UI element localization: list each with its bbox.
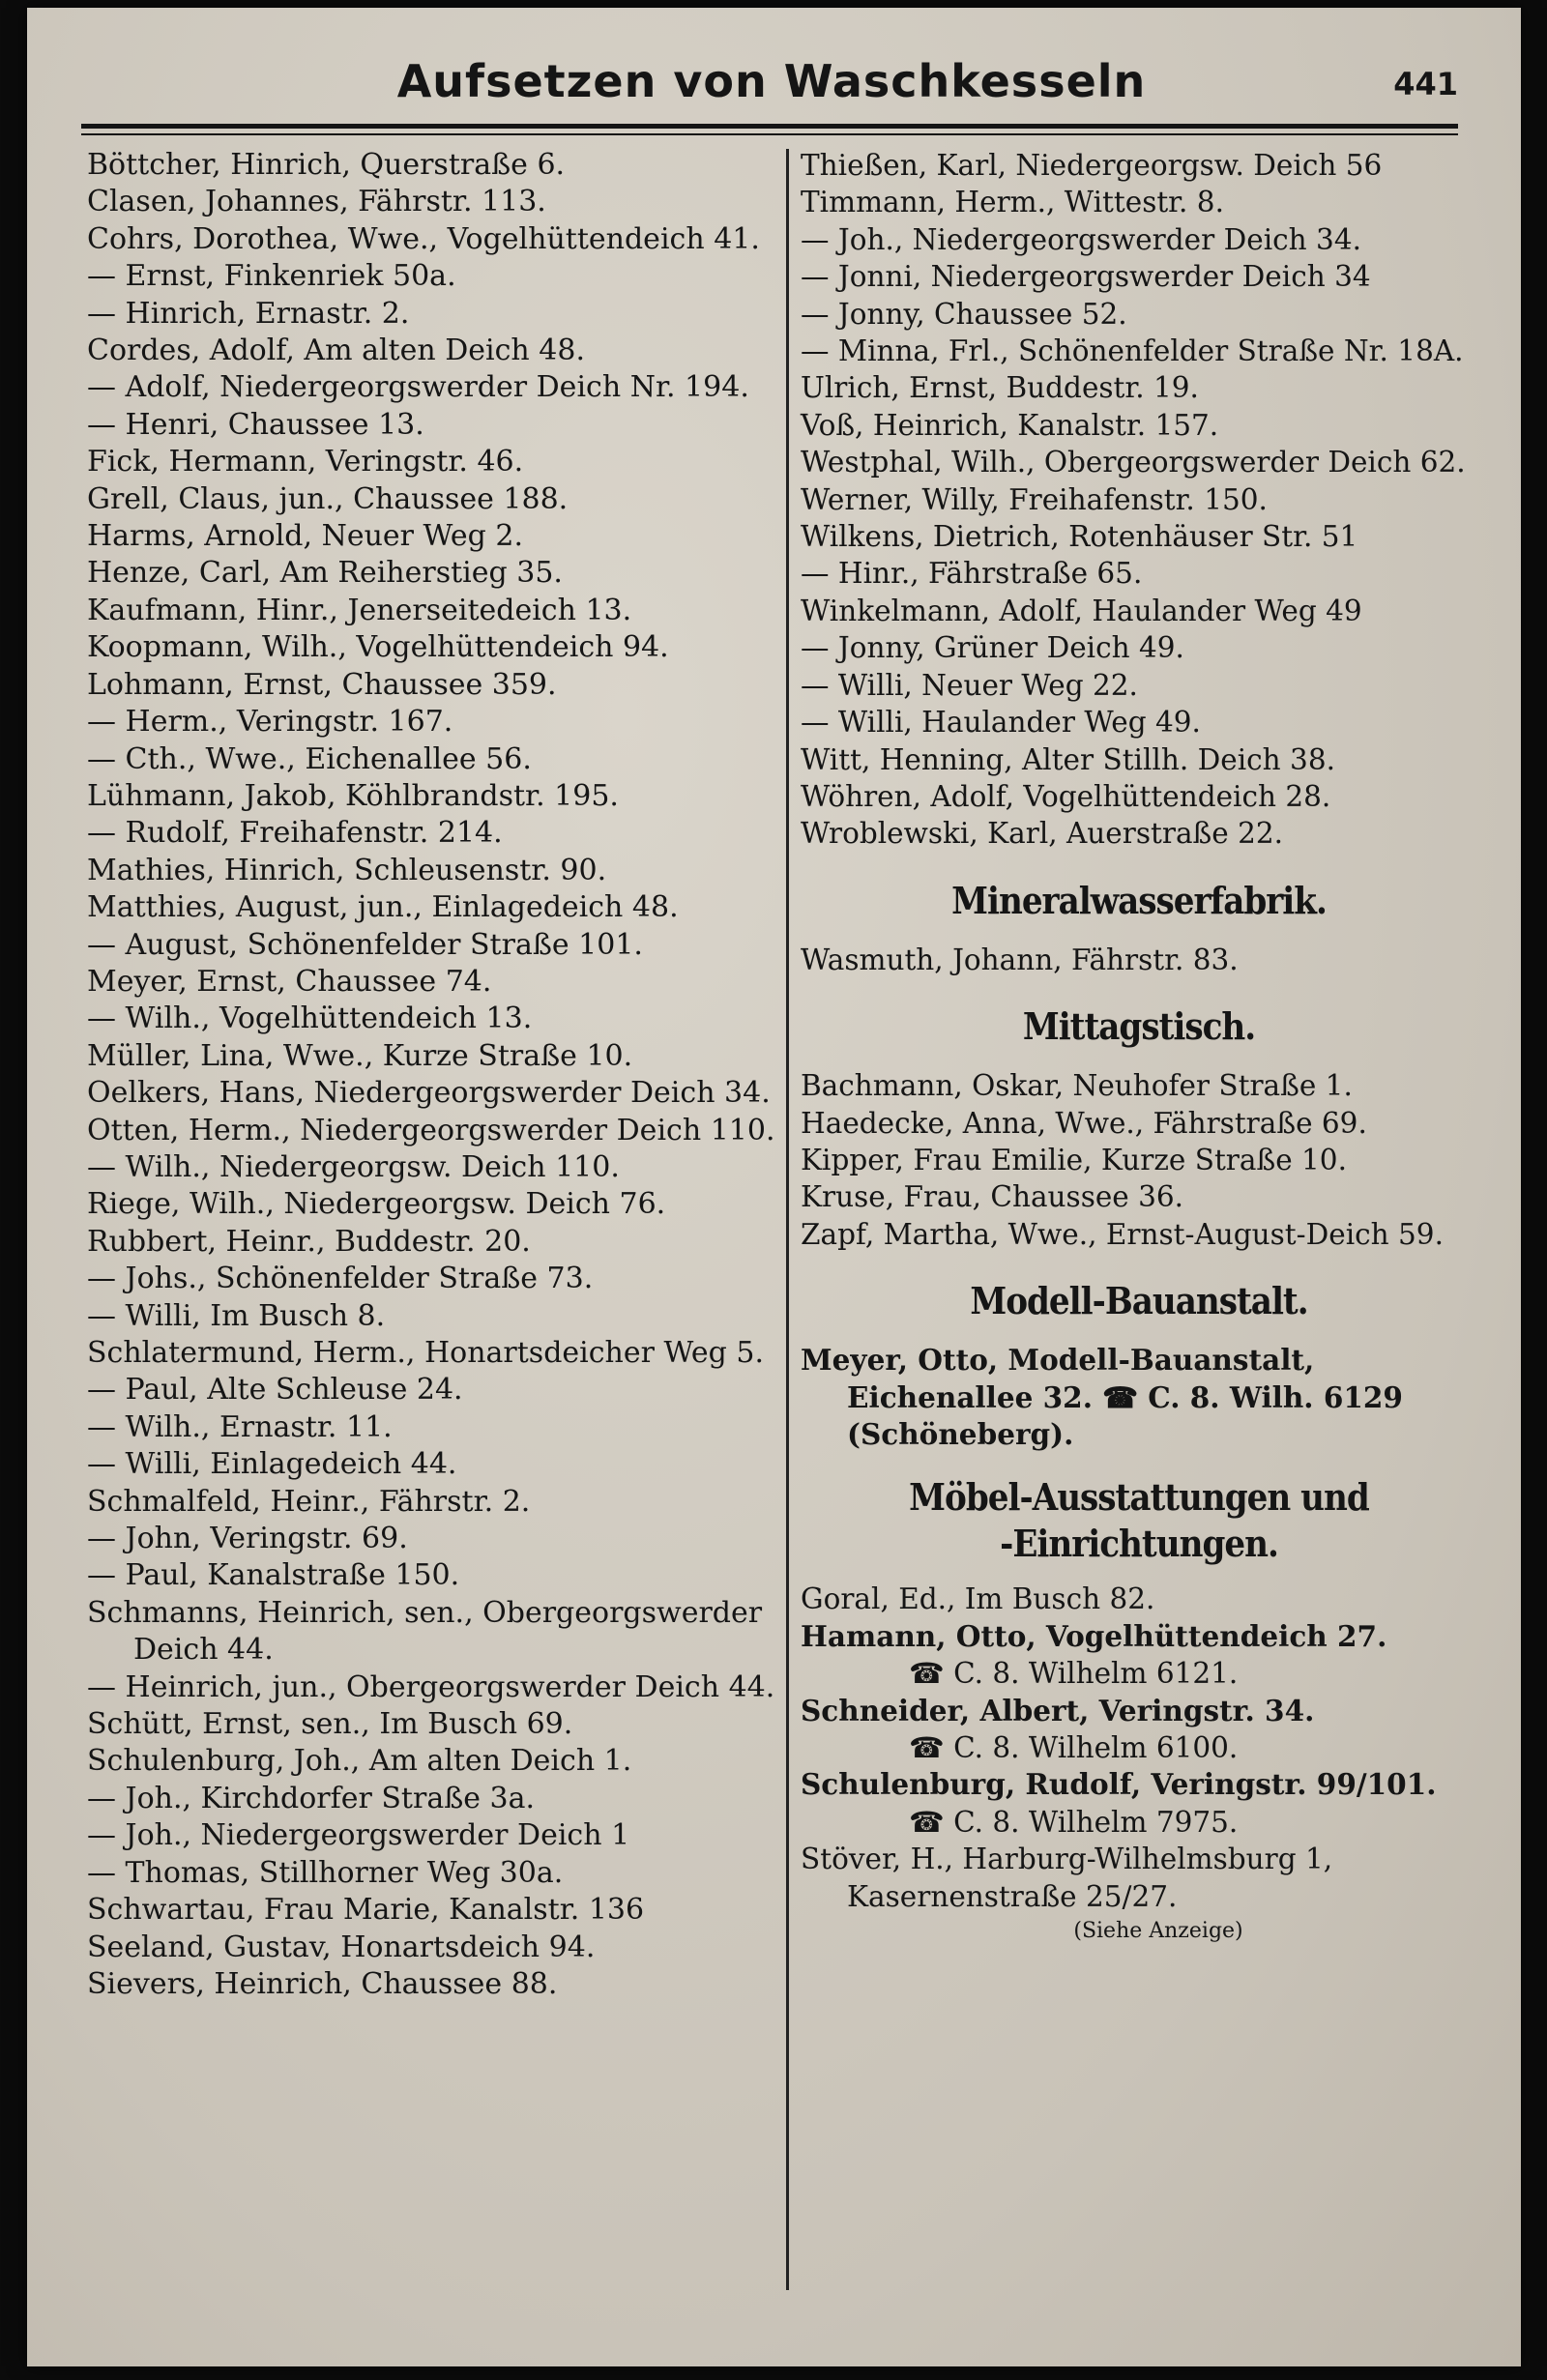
list-item: — Minna, Frl., Schönenfelder Straße Nr. 18A. <box>801 334 1464 368</box>
list-item: Witt, Henning, Alter Stillh. Deich 38. <box>801 742 1335 776</box>
section-heading-mittagstisch: Mittagstisch. <box>1022 1004 1256 1049</box>
list-item: Sievers, Heinrich, Chaussee 88. <box>87 1966 558 2001</box>
column-divider <box>786 149 789 2290</box>
list-item: — Wilh., Ernastr. 11. <box>87 1409 393 1444</box>
section-heading-moebel <box>801 1474 1477 1567</box>
list-item: Meyer, Otto, Modell-Bauanstalt, Eichenallee 32. ☎ C. 8. Wilh. 6129 (Schöneberg). <box>801 1343 1403 1451</box>
list-item: — Cth., Wwe., Eichenallee 56. <box>87 741 532 776</box>
list-item: — Paul, Alte Schleuse 24. <box>87 1373 463 1408</box>
list-item: Mathies, Hinrich, Schleusenstr. 90. <box>87 853 607 887</box>
list-item: Böttcher, Hinrich, Querstraße 6. <box>87 148 566 182</box>
list-item: Schmanns, Heinrich, sen., Obergeorgswerder Deich 44. <box>87 1595 763 1668</box>
list-item: Matthies, August, jun., Einlagedeich 48. <box>87 890 679 925</box>
list-item: Ulrich, Ernst, Buddestr. 19. <box>801 371 1199 405</box>
list-item: Hamann, Otto, Vogelhüttendeich 27. <box>801 1618 1387 1653</box>
list-item: — Jonni, Niedergeorgswerder Deich 34 <box>801 260 1371 294</box>
list-item: — Rudolf, Freihafenstr. 214. <box>87 816 503 851</box>
list-item: Schütt, Ernst, sen., Im Busch 69. <box>87 1707 573 1742</box>
list-item: Seeland, Gustav, Honartsdeich 94. <box>87 1930 596 1964</box>
list-item: Goral, Ed., Im Busch 82. <box>801 1582 1155 1616</box>
list-item: Lühmann, Jakob, Köhlbrandstr. 195. <box>87 778 619 813</box>
list-item: Schmalfeld, Heinr., Fährstr. 2. <box>87 1484 531 1519</box>
list-item: — Herm., Veringstr. 167. <box>87 705 453 740</box>
list-item: Voß, Heinrich, Kanalstr. 157. <box>801 408 1219 442</box>
list-item: Wasmuth, Johann, Fährstr. 83. <box>801 943 1239 976</box>
list-item: Kaufmann, Hinr., Jenerseitedeich 13. <box>87 593 632 627</box>
list-item: — Joh., Niedergeorgswerder Deich 34. <box>801 222 1361 256</box>
page-title: Aufsetzen von Waschkesseln <box>396 55 1147 107</box>
list-item: Schulenburg, Joh., Am alten Deich 1. <box>87 1744 632 1779</box>
section-heading-line: Möbel-Ausstattungen und <box>909 1475 1369 1520</box>
page-header <box>85 50 1458 120</box>
list-item: Thießen, Karl, Niedergeorgsw. Deich 56 <box>801 149 1383 182</box>
list-item: Timmann, Herm., Wittestr. 8. <box>801 186 1224 219</box>
see-advert-note: (Siehe Anzeige) <box>1073 1919 1243 1944</box>
list-item: Clasen, Johannes, Fährstr. 113. <box>87 185 546 219</box>
right-column <box>801 147 1477 1948</box>
list-item: Schwartau, Frau Marie, Kanalstr. 136 <box>87 1893 645 1928</box>
phone-line: ☎ C. 8. Wilhelm 7975. <box>909 1805 1239 1839</box>
list-item: Grell, Claus, jun., Chaussee 188. <box>87 481 569 516</box>
list-item: Wöhren, Adolf, Vogelhüttendeich 28. <box>801 779 1331 813</box>
phone-line: ☎ C. 8. Wilhelm 6121. <box>909 1657 1239 1691</box>
list-item: Schneider, Albert, Veringstr. 34. <box>801 1693 1315 1727</box>
left-column <box>87 147 775 2003</box>
list-item: — August, Schönenfelder Straße 101. <box>87 927 643 962</box>
list-item: Henze, Carl, Am Reiherstieg 35. <box>87 556 563 591</box>
list-item: Cohrs, Dorothea, Wwe., Vogelhüttendeich 41. <box>87 221 760 256</box>
list-item: — Hinr., Fährstraße 65. <box>801 557 1143 591</box>
list-item: — Willi, Neuer Weg 22. <box>801 668 1138 702</box>
list-item: Zapf, Martha, Wwe., Ernst-August-Deich 59. <box>801 1217 1444 1251</box>
header-rule-thin <box>81 133 1458 135</box>
list-item: Haedecke, Anna, Wwe., Fährstraße 69. <box>801 1106 1367 1140</box>
list-item: — Willi, Haulander Weg 49. <box>801 706 1201 740</box>
list-item: Meyer, Ernst, Chaussee 74. <box>87 964 492 999</box>
list-item: — Jonny, Chaussee 52. <box>801 297 1127 331</box>
list-item: — Wilh., Niedergeorgsw. Deich 110. <box>87 1149 620 1184</box>
list-item: Oelkers, Hans, Niedergeorgswerder Deich 34. <box>87 1076 771 1111</box>
list-item: — Heinrich, jun., Obergeorgswerder Deich 44. <box>87 1669 775 1704</box>
list-item: Cordes, Adolf, Am alten Deich 48. <box>87 334 585 368</box>
list-item: — Henri, Chaussee 13. <box>87 407 424 442</box>
list-item: — Adolf, Niedergeorgswerder Deich Nr. 194. <box>87 370 749 405</box>
list-item: Westphal, Wilh., Obergeorgswerder Deich 62. <box>801 446 1466 479</box>
list-item: Wilkens, Dietrich, Rotenhäuser Str. 51 <box>801 520 1358 554</box>
directory-page <box>27 8 1521 2366</box>
phone-line: ☎ C. 8. Wilhelm 6100. <box>909 1731 1239 1764</box>
header-rule-thick <box>81 124 1458 129</box>
list-item: Müller, Lina, Wwe., Kurze Straße 10. <box>87 1038 633 1073</box>
list-item: Koopmann, Wilh., Vogelhüttendeich 94. <box>87 630 669 665</box>
list-item: Kipper, Frau Emilie, Kurze Straße 10. <box>801 1143 1347 1176</box>
list-item: Fick, Hermann, Veringstr. 46. <box>87 445 524 479</box>
list-item: Lohmann, Ernst, Chaussee 359. <box>87 667 557 702</box>
list-item: — Joh., Kirchdorfer Straße 3a. <box>87 1781 536 1815</box>
list-item: — Thomas, Stillhorner Weg 30a. <box>87 1855 564 1890</box>
list-item: — Paul, Kanalstraße 150. <box>87 1558 460 1593</box>
list-item: — John, Veringstr. 69. <box>87 1522 408 1556</box>
list-item: Winkelmann, Adolf, Haulander Weg 49 <box>801 594 1362 627</box>
section-heading-modell-bauanstalt: Modell-Bauanstalt. <box>970 1279 1308 1323</box>
page-number: 441 <box>1393 66 1458 102</box>
list-item: Bachmann, Oskar, Neuhofer Straße 1. <box>801 1069 1353 1103</box>
list-item: Otten, Herm., Niedergeorgswerder Deich 110. <box>87 1113 775 1147</box>
list-item: Schulenburg, Rudolf, Veringstr. 99/101. <box>801 1767 1437 1802</box>
list-item: — Johs., Schönenfelder Straße 73. <box>87 1262 594 1296</box>
section-heading-mineralwasserfabrik: Mineralwasserfabrik. <box>951 878 1327 922</box>
list-item: Harms, Arnold, Neuer Weg 2. <box>87 519 524 554</box>
section-heading-line: -Einrichtungen. <box>1000 1522 1278 1566</box>
list-item: — Willi, Im Busch 8. <box>87 1298 386 1333</box>
list-item: — Jonny, Grüner Deich 49. <box>801 631 1184 665</box>
list-item: Wroblewski, Karl, Auerstraße 22. <box>801 817 1284 851</box>
list-item: — Willi, Einlagedeich 44. <box>87 1447 457 1482</box>
list-item: — Hinrich, Ernastr. 2. <box>87 296 410 331</box>
list-item: Rubbert, Heinr., Buddestr. 20. <box>87 1224 531 1259</box>
list-item: — Joh., Niedergeorgswerder Deich 1 <box>87 1818 630 1853</box>
list-item: Schlatermund, Herm., Honartsdeicher Weg 5. <box>87 1336 765 1370</box>
list-item: Riege, Wilh., Niedergeorgsw. Deich 76. <box>87 1187 666 1222</box>
list-item: — Wilh., Vogelhüttendeich 13. <box>87 1001 533 1036</box>
list-item: Werner, Willy, Freihafenstr. 150. <box>801 482 1268 516</box>
list-item: — Ernst, Finkenriek 50a. <box>87 259 456 294</box>
list-item: Stöver, H., Harburg-Wilhelmsburg 1, Kasernenstraße 25/27. <box>801 1843 1333 1913</box>
list-item: Kruse, Frau, Chaussee 36. <box>801 1180 1184 1214</box>
